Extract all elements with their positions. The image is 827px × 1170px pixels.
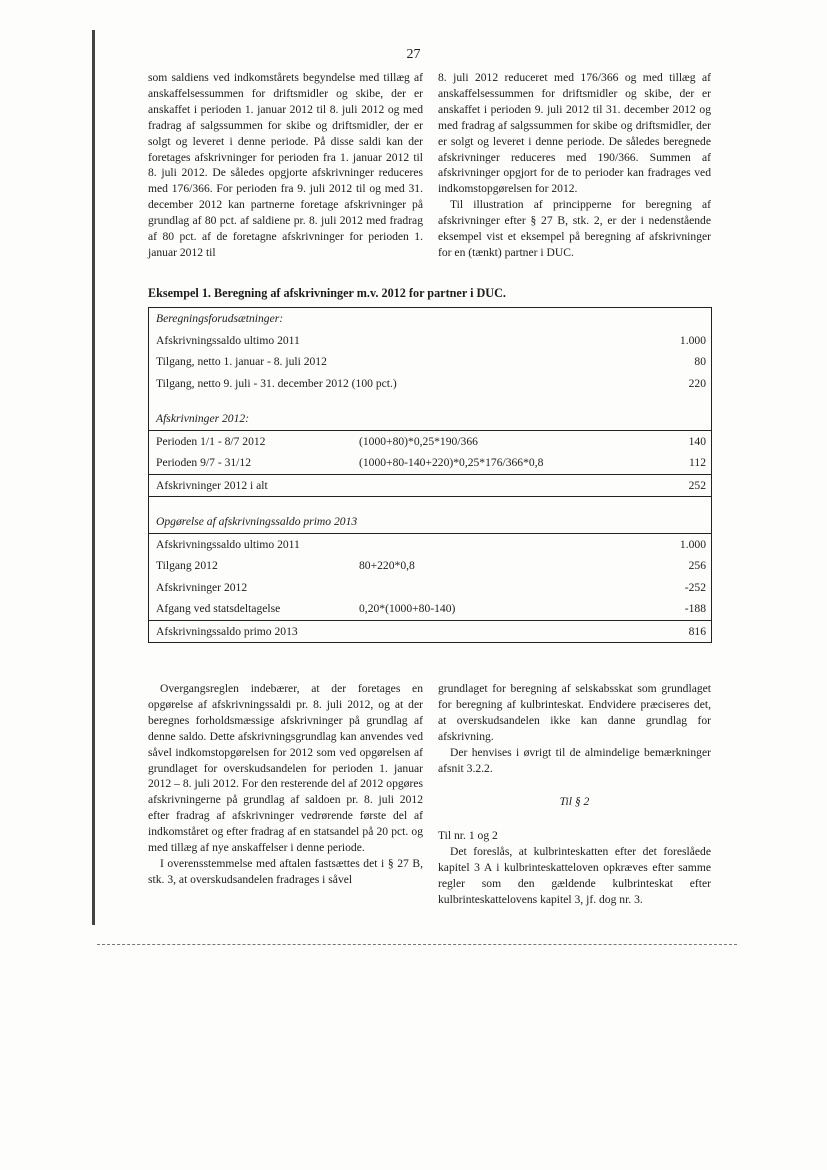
paragraph: 8. juli 2012 reduceret med 176/366 og med tillæg af anskaffelsessummen for driftsmidler og skibe, der er anskaffet i perioden 9. juli 2012 til 31. december 2012 og med fradrag af salgssummen for skibe og driftsmidler, der er solgt og leveret i denne periode. De således beregnede afskrivninger reduceres med 190/366. Summen af afskrivninger opgjort for de to perioder kan fradrages ved indkomstopgørelsen for 2012. [438,71,711,196]
row-value: 1.000 [679,333,706,347]
table-row [149,452,711,474]
scan-binding-edge [92,30,95,925]
footer-rule [97,944,737,945]
row-label: Afskrivningssaldo ultimo 2011 [156,537,300,551]
table-row [149,555,711,577]
right-column-bottom [438,681,711,908]
total-row [149,474,711,498]
row-value: 256 [688,559,706,572]
total-row [149,620,711,643]
row-value: 80 [694,355,706,368]
row-formula: 0,20*(1000+80-140) [359,602,456,615]
row-label: Afgang ved statsdeltagelse [156,602,281,615]
table-row [149,373,711,395]
table-row [149,533,711,556]
table-row [149,430,711,453]
row-value: 220 [688,376,706,390]
section-header [149,511,711,533]
section-header-label: Beregningsforudsætninger: [156,312,284,325]
section-header [149,408,711,430]
example-table [148,307,712,643]
row-formula: (1000+80)*0,25*190/366 [359,434,478,448]
spacer [149,394,711,408]
right-column-top [438,70,711,261]
total-label: Afskrivningssaldo primo 2013 [156,624,298,638]
total-label: Afskrivninger 2012 i alt [156,478,268,492]
row-label: Afskrivningssaldo ultimo 2011 [156,333,300,347]
row-value: -252 [684,580,706,594]
table-row [149,598,711,620]
section-header-label: Afskrivninger 2012: [156,412,250,425]
table-row [149,351,711,373]
table-row [149,330,711,352]
left-column-top [148,70,423,261]
paragraph: grundlaget for beregning af selskabsskat som grundlaget for beregning af kulbrinteskat. Endvidere præciseres det, at overskudsandelen ikke kan danne grundlag for afskrivning. [438,682,711,743]
row-value: -188 [684,602,706,615]
left-column-bottom [148,681,423,888]
total-value: 816 [688,624,706,638]
row-value: 140 [688,434,706,448]
paragraph: som saldiens ved indkomstårets begyndelse med tillæg af anskaffelsessummen for driftsmidler og skibe, der er anskaffet i perioden 1. januar 2012 til 8. juli 2012 og med fradrag af salgssummen for skibe og driftsmidler, der er solgt og leveret i denne periode. På disse saldi kan der foretages afskrivninger for perioden fra 1. januar 2012 til 8. juli 2012. De således opgjorte afskrivninger reduceres med 176/366. For perioden fra 9. juli 2012 til og med 31. december 2012 kan partnerne foretage afskrivninger på grundlag af 80 pct. af saldiene pr. 8. juli 2012 med fradrag af 80 pct. af de foretagne afskrivninger for perioden 1. januar 2012 til [148,71,423,259]
section-heading: Til § 2 [559,795,590,809]
row-label: Perioden 1/1 - 8/7 2012 [156,434,266,448]
paragraph: Til illustration af principperne for beregning af afskrivninger efter § 27 B, stk. 2, er der i nedenstående eksempel vist et eksempel på beregning af afskrivninger for en (tænkt) partner i DUC. [438,198,711,259]
row-label: Tilgang, netto 1. januar - 8. juli 2012 [156,355,327,368]
section-header [149,308,711,330]
spacer [149,497,711,511]
example-title: Eksempel 1. Beregning af afskrivninger m.v. 2012 for partner i DUC. [148,286,506,300]
row-value: 1.000 [679,537,706,551]
subheading: Til nr. 1 og 2 [438,829,498,843]
row-value: 112 [689,456,706,469]
section-header-label: Opgørelse af afskrivningssaldo primo 2013 [156,515,358,528]
table-row [149,577,711,599]
row-label: Afskrivninger 2012 [156,580,248,594]
row-formula: (1000+80-140+220)*0,25*176/366*0,8 [359,456,544,469]
total-value: 252 [688,478,706,492]
row-label: Tilgang, netto 9. juli - 31. december 2012 (100 pct.) [156,376,397,390]
paragraph: Der henvises i øvrigt til de almindelige bemærkninger afsnit 3.2.2. [438,745,711,775]
paragraph: I overensstemmelse med aftalen fastsættes det i § 27 B, stk. 3, at overskudsandelen fradrages i såvel [148,856,423,886]
paragraph: Overgangsreglen indebærer, at der foretages en opgørelse af afskrivningssaldi pr. 8. juli 2012, og at der beregnes forholdsmæssige afskrivninger på grundlag af denne saldo. Dette afskrivningsgrundlag kan anvendes ved såvel indkomstopgørelsen for 2012 som ved opgørelsen af grundlaget for overskudsandelen for perioden 1. januar 2012 – 8. juli 2012. For den resterende del af 2012 opgøres afskrivningerne på grundlag af saldoen pr. 8. juli 2012 efter fradrag af afskrivninger vedrørende første del af indkomståret og efter fradrag af en statsandel på 20 pct. og med tillæg af nye anskaffelser i denne periode. [148,682,423,855]
page-number: 27 [406,47,421,62]
row-label: Tilgang 2012 [156,559,218,572]
paragraph: Det foreslås, at kulbrinteskatten efter det foreslåede kapitel 3 A i kulbrinteskatteloven opkræves efter samme regler som den gældende kulbrinteskat efter kulbrinteskattelovens kapitel 3, jf. dog nr. 3. [438,845,711,906]
row-formula: 80+220*0,8 [359,559,415,572]
row-label: Perioden 9/7 - 31/12 [156,456,251,469]
